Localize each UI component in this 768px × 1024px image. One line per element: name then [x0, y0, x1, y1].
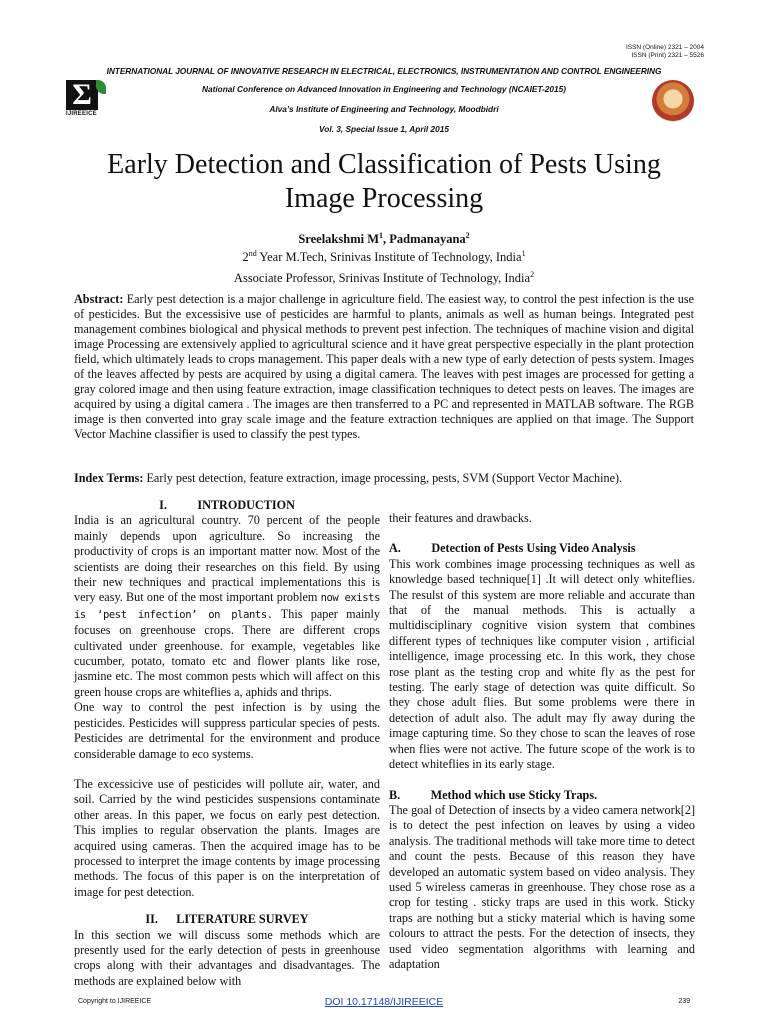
intro-paragraph-2: One way to control the pest infection is by using the pesticides. Pesticides will suppress particular species of pests. Pesticides are detrimental for the environment and produce considerable damage to eco systems.: [74, 700, 380, 761]
volume-info: Vol. 3, Special Issue 1, April 2015: [319, 124, 449, 134]
intro-p1-text-b: This paper mainly focuses on greenhouse crops. There are different crops cultivated under greenhouse. for example, vegetables like cucumber, potato, tomato etc and flower plants like rose, jasmine etc. The most common pests which will affect on this green house crops are whiteflies a, aphids and thrips.: [74, 606, 380, 699]
affil-1-text: Year M.Tech, Srinivas Institute of Technology, India: [256, 250, 522, 264]
issn-print: ISSN (Print) 2321 – 5526: [631, 52, 704, 59]
affil-1-sup: 1: [521, 248, 526, 258]
affiliation-1: [40, 250, 728, 265]
subsection-heading-b: B. Method which use Sticky Traps.: [389, 787, 598, 802]
affil-1-pre: 2: [242, 250, 249, 264]
literature-continuation: their features and drawbacks.: [389, 511, 532, 525]
subsection-heading-a: A. Detection of Pests Using Video Analysis: [389, 541, 636, 556]
footer-copyright: Copyright to IJIREEICE: [78, 998, 152, 1005]
abstract-text: Early pest detection is a major challenge in agriculture field. The easiest way, to control the pest infection is the use of pesticides. But the excessisive use of pesticides are harmful to plants, animals as well as human beings. Integrated pest management combines biological and physical methods to prevent pest infection. The techniques of machine vision and digital image Processing are extensively applied to agricultural science and it have great perspective especially in the plant protection field, which ultimately leads to crops management. This paper deals with a new type of early detection of pests system. Images of the leaves affected by pests are acquired by using a digital camera. The leaves with pest images are processed for getting a gray colored image and then using feature extraction, image classification techniques to detect pests on leaves. The images are acquired by using a digital camera . The images are then transferred to a PC and represented in MATLAB software. The RGB image is then converted into gray scale image and the feature extraction techniques are applied on that image. The Support Vector Machine classifier is used to classify the pest types.: [74, 292, 694, 441]
author-1-sup: 1: [379, 230, 383, 240]
affil-1-pre-sup: nd: [248, 248, 257, 258]
institute-name: Alva’s Institute of Engineering and Technology, Moodbidri: [269, 104, 499, 114]
paper-title: [40, 148, 728, 216]
affil-2-text: Associate Professor, Srinivas Institute of Technology, India: [233, 271, 531, 285]
author-2: Padmanayana: [389, 232, 466, 246]
authors: [40, 232, 728, 247]
intro-paragraph-1: [74, 513, 380, 700]
affil-2-sup: 2: [530, 269, 535, 279]
left-column: [74, 498, 380, 989]
author-1: Sreelakshmi M: [298, 232, 379, 246]
literature-paragraph-1: In this section we will discuss some methods which are presently used for the early detection of pests in greenhouse crops along with their advantages and disadvantages. The methods are explained below with: [74, 927, 380, 988]
right-column: [389, 511, 695, 972]
logo-label: IJIREEICE: [66, 111, 97, 117]
subsection-b-text: The goal of Detection of insects by a video camera network[2] is to detect the pest infection on leaves by using a video analysis. The traditional methods will take more time to detect and count the pests. Because of this reason they have developed an automatic system based on video analysis. They used 5 wireless cameras in greenhouse. They chose rose as a crop for testing . sticky traps are used in this work. Sticky traps are nothing but a sticky material which is having some colours to attract the pests. For the detection of insects, they used video segmentation algorithms with learning and adaptation: [389, 802, 695, 971]
author-2-sup: 2: [465, 230, 470, 240]
intro-p1-text-a: India is an agricultural country. 70 percent of the people mainly depends upon agriculture. So increasing the productivity of crops is an important matter now. Most of the scientists are doing their researches on this field. By using their new techniques and practical implementations this is very easy. But one of the most important problem: [74, 513, 380, 605]
title-line-2: Image Processing: [284, 183, 484, 214]
affiliation-2: [40, 271, 728, 286]
abstract: [74, 292, 694, 442]
conference-name: National Conference on Advanced Innovation in Engineering and Technology (NCAIET-2015): [201, 84, 567, 94]
section-heading-literature-survey: II. LITERATURE SURVEY: [145, 912, 309, 927]
journal-name: INTERNATIONAL JOURNAL OF INNOVATIVE RESEARCH IN ELECTRICAL, ELECTRONICS, INSTRUMENTATION AND CONTROL ENGINEERING: [106, 66, 662, 76]
index-terms-label: Index Terms:: [74, 471, 144, 485]
intro-paragraph-3: The excessicive use of pesticides will pollute air, water, and soil. Carried by the wind pesticides suspensions contaminate other areas. In this paper, we focus on early pest detection. This implies to regular observation the plants. Images are acquired using cameras. Then the acquired image has to be processed to interpret the image contents by image processing methods. The focus of this paper is on the interpretation of image for pest detection.: [74, 776, 380, 899]
section-heading-introduction: I. INTRODUCTION: [159, 498, 295, 512]
index-terms-text: Early pest detection, feature extraction, image processing, pests, SVM (Support Vector Machine).: [143, 471, 623, 485]
sigma-logo-icon: Σ: [66, 80, 98, 110]
title-line-1: Early Detection and Classification of Pests Using: [107, 149, 661, 180]
subsection-a-text: This work combines image processing techniques as well as knowledge based technique[1] .It will detect only whiteflies. The resulst of this system are more reliable and accurate than that of the manual methods. This is actually a multidisciplinary cognitive vision system that combines different types of techniques like computer vision , artificial intelligence, image processing etc. In this work, they chose rose plant as the testing crop and white fly as the pest for testing. The early stage of detection was quite difficult. So they chose adult flies. But some problems were there in detection of adult also. The adult may fly away during the image capturing time. So they chose to scan the leaves of rose when flies were not active. The future scope of the work is to detect whiteflies in its early stage.: [389, 556, 695, 772]
author-separator: ,: [383, 232, 390, 246]
abstract-label: Abstract:: [74, 292, 124, 306]
footer-page-number: 239: [678, 998, 690, 1005]
intro-p1-handwritten-text: now exists is ‘pest infection’ on plants.: [74, 592, 380, 621]
index-terms: [74, 471, 694, 486]
issn-block: [626, 44, 704, 60]
issn-online: ISSN (Online) 2321 – 2004: [625, 44, 704, 51]
footer-doi-link[interactable]: DOI 10.17148/IJIREEICE: [324, 996, 444, 1008]
